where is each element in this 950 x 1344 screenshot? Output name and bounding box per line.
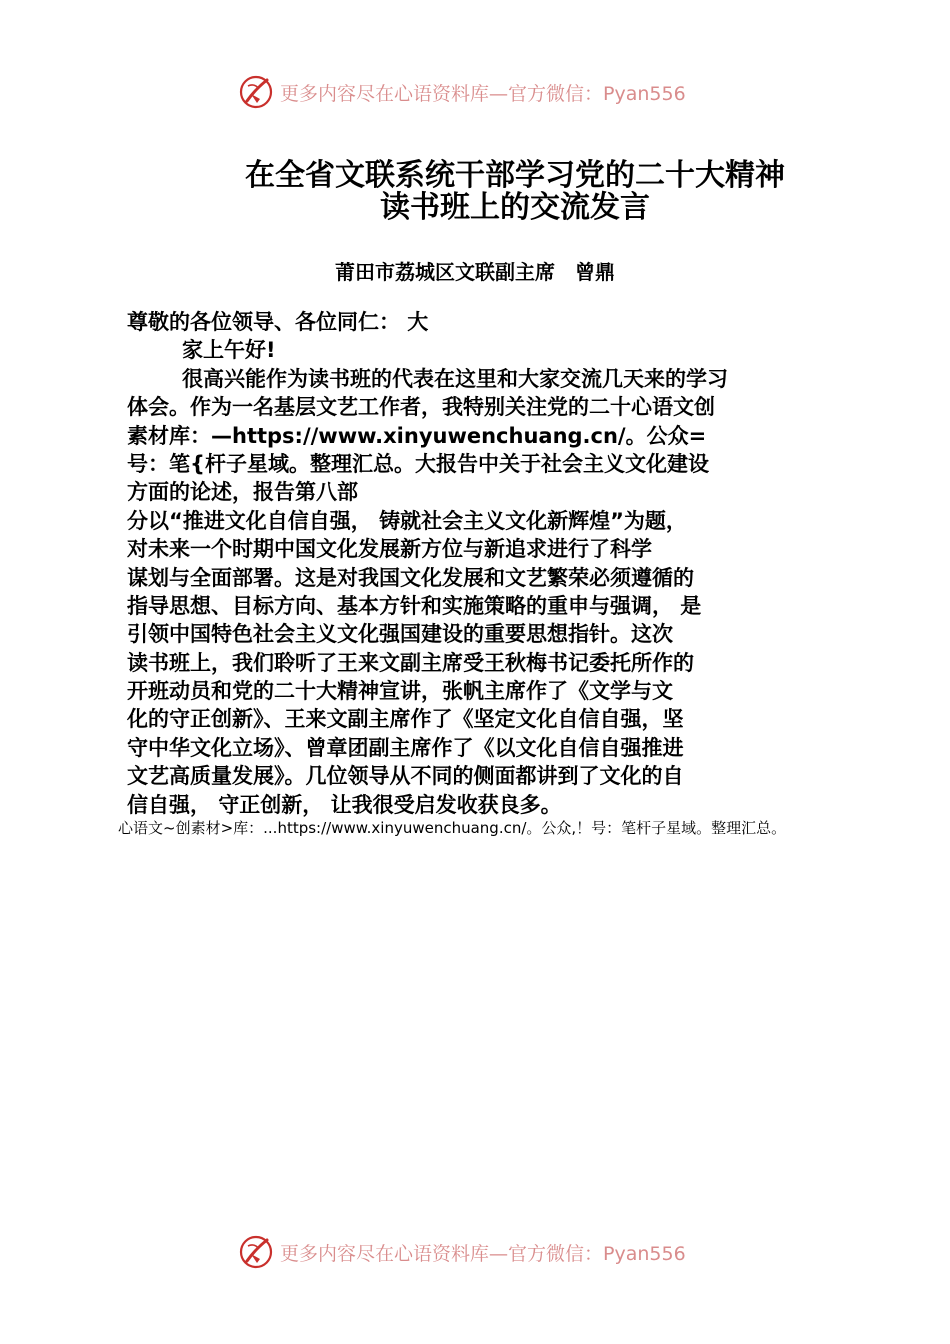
- document-body: [127, 308, 857, 819]
- banner-text: 更多内容尽在心语资料库—官方微信：Pyan556: [280, 82, 686, 105]
- document-title: [150, 160, 880, 224]
- body-line: 化的守正创新》、王来文副主席作了《坚定文化自信自强，坚: [127, 707, 684, 732]
- body-line: 分以“推进文化自信自强， 铸就社会主义文化新辉煌”为题，: [127, 508, 687, 533]
- header-watermark-banner: [238, 72, 686, 112]
- body-line: 指导思想、目标方向、基本方针和实施策略的重申与强调， 是: [127, 593, 702, 618]
- body-line: 方面的论述，报告第八部: [127, 480, 358, 505]
- body-line: 对未来一个时期中国文化发展新方位与新追求进行了科学: [127, 537, 652, 562]
- author-line: 莆田市荔城区文联副主席 曾鼎: [335, 260, 615, 284]
- body-line: 开班动员和党的二十大精神宣讲，张帆主席作了《文学与文: [127, 679, 673, 704]
- source-footnote: 心语文~创素材>库：...https://www.xinyuwenchuang.cn/。公众,！号：笔杆子星域。整理汇总。: [118, 819, 787, 837]
- footer-watermark-banner: [238, 1232, 686, 1272]
- banner-text: 更多内容尽在心语资料库—官方微信：Pyan556: [280, 1242, 686, 1265]
- body-line: 谋划与全面部署。这是对我国文化发展和文艺繁荣必须遵循的: [127, 565, 694, 590]
- body-line: 读书班上，我们聆听了王来文副主席受王秋梅书记委托所作的: [127, 650, 694, 675]
- banner-handle: Pyan556: [603, 1242, 686, 1265]
- body-line: 号：笔{杆子星域。整理汇总。大报告中关于社会主义文化建设: [127, 451, 709, 476]
- body-line: 守中华文化立场》、曾章团副主席作了《以文化自信自强推进: [127, 735, 684, 760]
- body-line: 体会。作为一名基层文艺工作者，我特别关注党的二十心语文创: [127, 395, 715, 420]
- brush-pen-logo-icon: [238, 1234, 274, 1270]
- body-line: 很高兴能作为读书班的代表在这里和大家交流几天来的学习: [182, 366, 728, 391]
- brush-pen-logo-icon: [238, 74, 274, 110]
- body-line: 尊敬的各位领导、各位同仁： 大: [127, 310, 429, 334]
- title-line-1: 在全省文联系统干部学习党的二十大精神: [245, 158, 785, 193]
- banner-handle: Pyan556: [603, 82, 686, 105]
- body-line: 信自强， 守正创新， 让我很受启发收获良多。: [127, 792, 562, 817]
- body-line: 素材库：—https://www.xinyuwenchuang.cn/。公众=: [127, 423, 707, 448]
- body-line: 文艺高质量发展》。几位领导从不同的侧面都讲到了文化的自: [127, 764, 684, 789]
- title-line-2: 读书班上的交流发言: [380, 190, 650, 225]
- body-line: 家上午好!: [182, 338, 276, 363]
- body-line: 引领中国特色社会主义文化强国建设的重要思想指针。这次: [127, 622, 673, 647]
